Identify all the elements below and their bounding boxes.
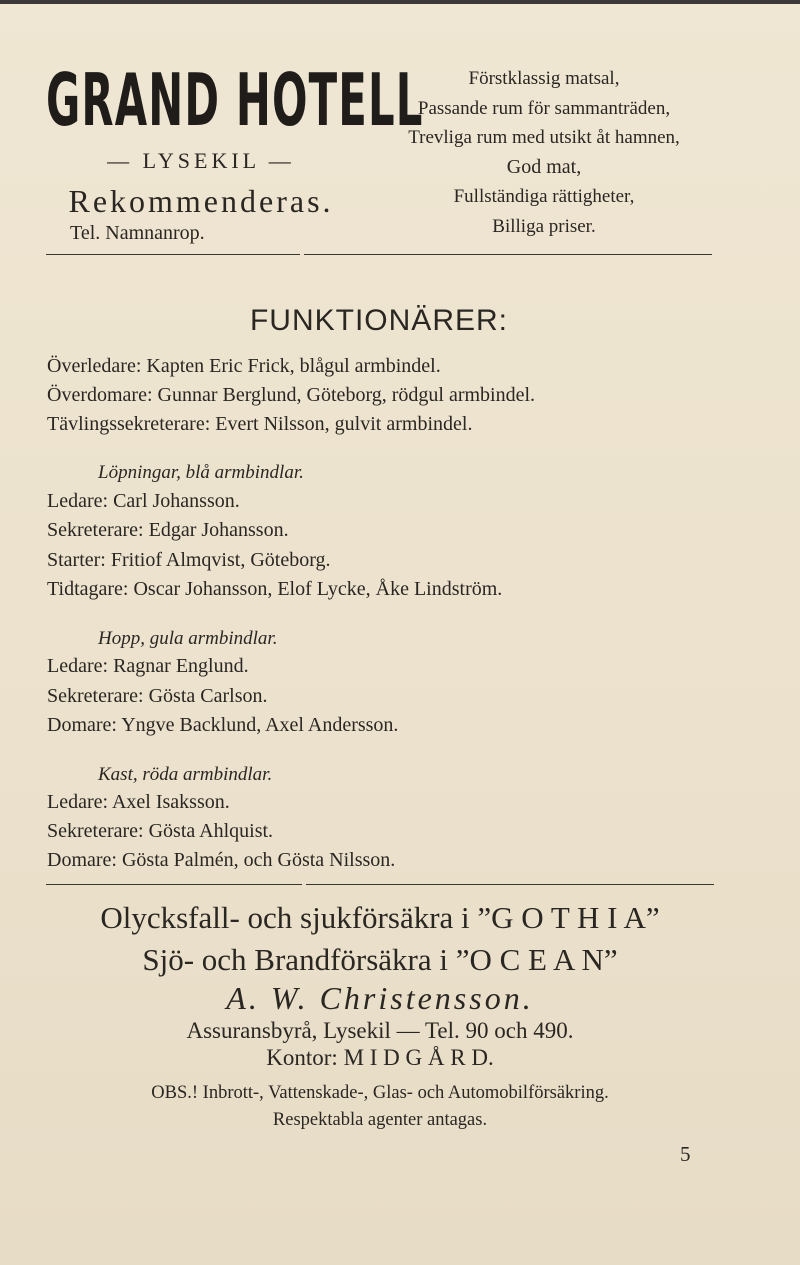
hotel-logo: GRAND HOTELL <box>46 58 424 142</box>
section-heading-running: Löpningar, blå armbindlar. <box>98 462 304 483</box>
hotel-feature: Förstklassig matsal, <box>468 68 620 89</box>
insurance-address: Assuransbyrå, Lysekil — Tel. 90 och 490. <box>186 1018 574 1043</box>
official-line: Sekreterare: Gösta Ahlquist. <box>47 820 274 842</box>
page-number: 5 <box>680 1142 691 1166</box>
insurance-ocean: Sjö- och Brandförsäkra i ”O C E A N” <box>142 942 618 977</box>
official-line: Sekreterare: Gösta Carlson. <box>47 685 268 707</box>
hotel-features <box>372 64 716 241</box>
hotel-city: — LYSEKIL — <box>107 148 295 173</box>
hotel-recommend: Rekommenderas. <box>68 183 334 219</box>
official-line: Överledare: Kapten Eric Frick, blågul armbindel. <box>47 355 441 377</box>
official-line: Ledare: Axel Isaksson. <box>47 791 230 813</box>
hotel-feature: Trevliga rum med utsikt åt hamnen, <box>408 127 680 148</box>
insurance-gothia: Olycksfall- och sjukförsäkra i ”G O T H I A” <box>100 900 660 935</box>
divider-top-left <box>46 254 300 255</box>
insurance-agents: Respektabla agenter antagas. <box>272 1110 488 1130</box>
official-line: Sekreterare: Edgar Johansson. <box>47 519 289 541</box>
divider-top-right <box>304 254 712 255</box>
officials-title: FUNKTIONÄRER: <box>249 304 508 337</box>
hotel-phone: Tel. Namnanrop. <box>70 222 205 244</box>
hotel-feature: God mat, <box>506 155 582 178</box>
official-line: Ledare: Carl Johansson. <box>47 490 240 512</box>
insurance-obs: OBS.! Inbrott-, Vattenskade-, Glas- och Automobilförsäkring. <box>151 1083 609 1103</box>
official-line: Tävlingssekreterare: Evert Nilsson, gulvit armbindel. <box>47 413 473 435</box>
official-line: Domare: Yngve Backlund, Axel Andersson. <box>47 714 399 736</box>
official-line: Domare: Gösta Palmén, och Gösta Nilsson. <box>47 849 396 871</box>
section-heading-jumping: Hopp, gula armbindlar. <box>98 628 278 649</box>
hotel-feature: Billiga priser. <box>492 215 596 237</box>
official-line: Ledare: Ragnar Englund. <box>47 655 249 677</box>
hotel-feature: Fullständiga rättigheter, <box>453 186 635 207</box>
section-heading-throwing: Kast, röda armbindlar. <box>98 764 273 785</box>
official-line: Överdomare: Gunnar Berglund, Göteborg, rödgul armbindel. <box>47 384 536 406</box>
divider-bottom-left <box>46 884 302 885</box>
top-border <box>0 0 800 4</box>
insurance-office: Kontor: M I D G Å R D. <box>266 1045 494 1070</box>
divider-bottom-right <box>306 884 714 885</box>
insurance-agent-name: A. W. Christensson. <box>226 980 534 1016</box>
hotel-feature: Passande rum för sammanträden, <box>417 97 671 119</box>
official-line: Starter: Fritiof Almqvist, Göteborg. <box>47 549 331 571</box>
official-line: Tidtagare: Oscar Johansson, Elof Lycke, Åke Lindström. <box>47 578 503 600</box>
